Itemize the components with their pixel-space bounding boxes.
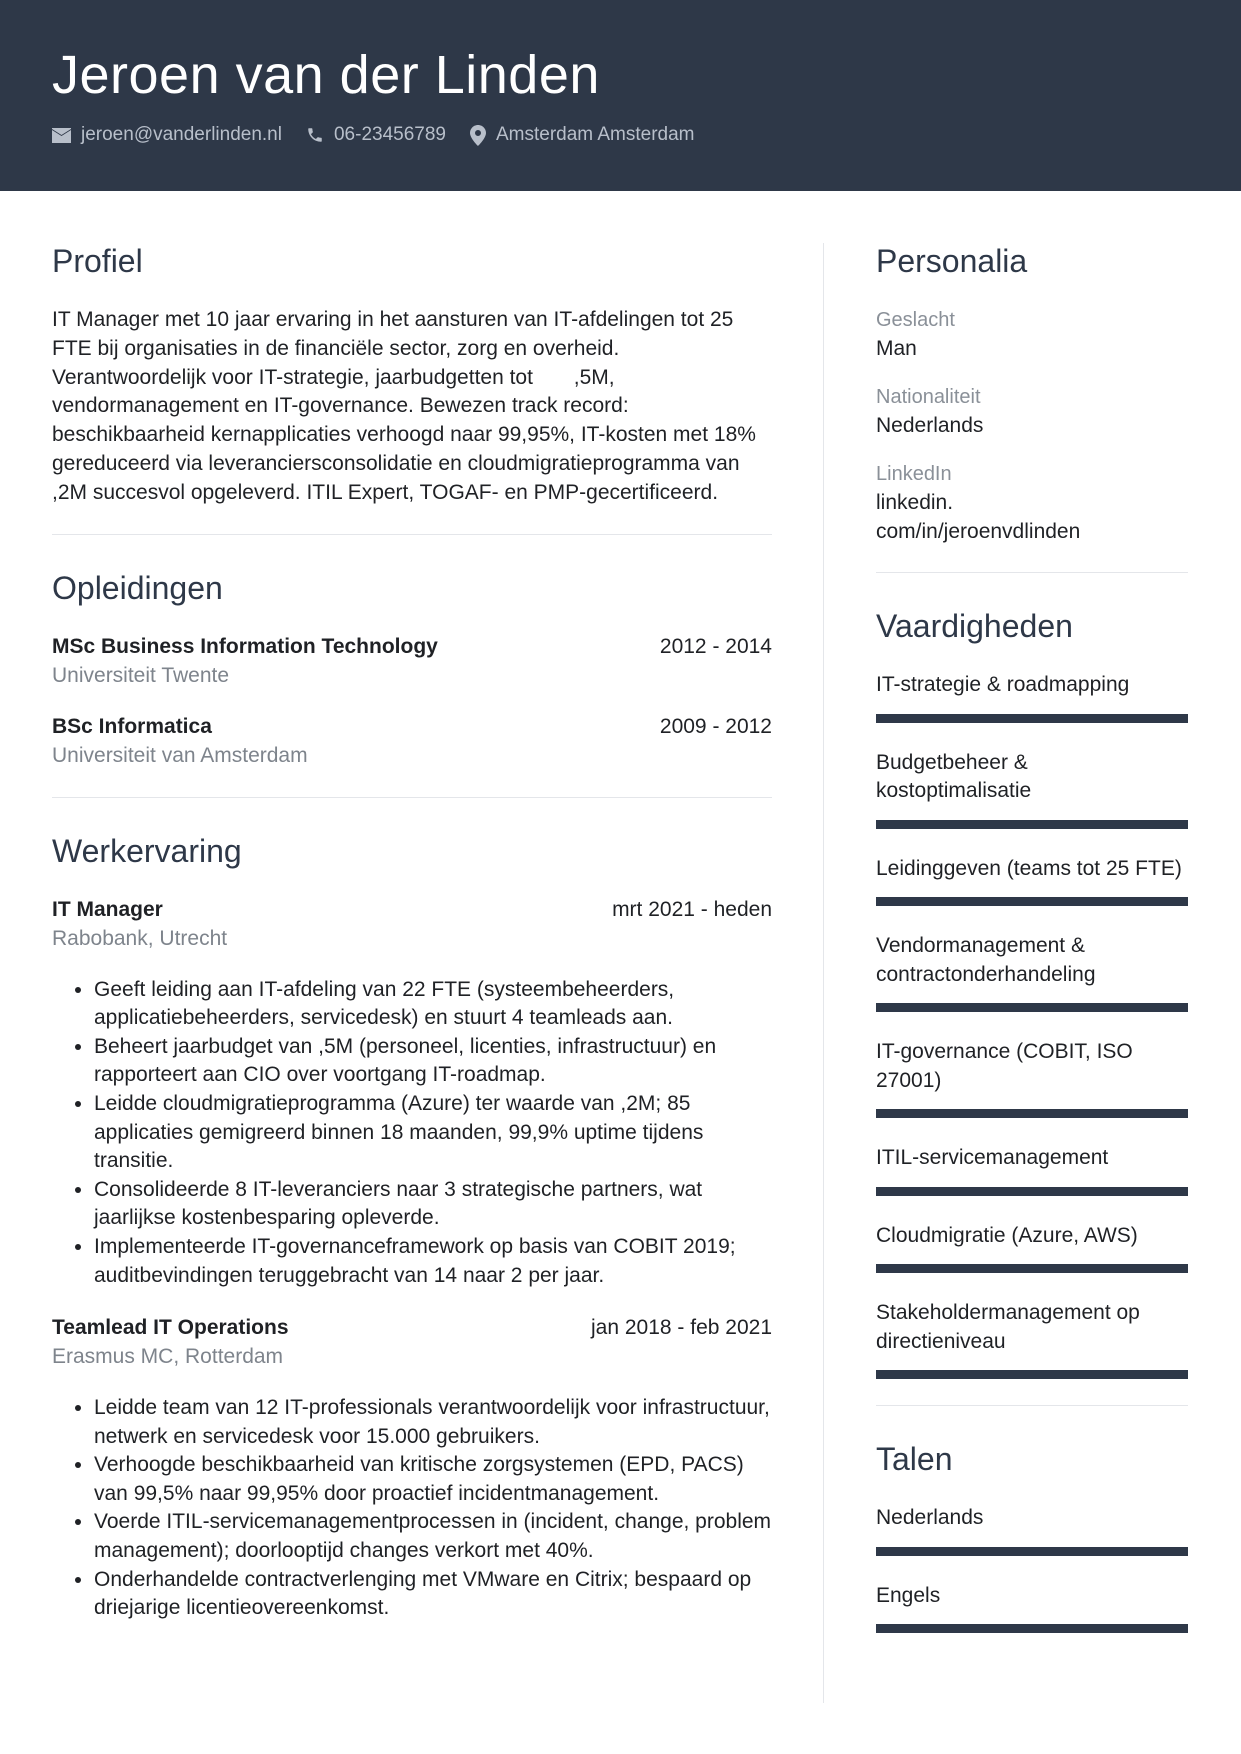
list-item: • Leidde cloudmigratieprogramma (Azure) ter waarde van ,2M; 85 applicaties gemigreerd binnen 18 maanden, 99,9% uptime tijdens transitie. [94,1090,772,1176]
skill-level-fill [876,1187,1188,1196]
education-entry [52,633,772,691]
gender-value: Man [876,337,917,360]
contact-phone [306,124,446,146]
education-period: 2012 - 2014 [659,634,772,658]
skill-level-fill [876,1003,1188,1012]
languages-list [876,1504,1188,1633]
list-item: • Onderhandelde contractverlenging met VMware en Citrix; bespaard op driejarige licentieovereenkomst. [94,1566,772,1623]
job-company: Erasmus MC, Rotterdam [52,1345,284,1369]
list-item: • Beheert jaarbudget van ,5M (personeel, licenties, infrastructuur) en rapporteert aan CIO over voortgang IT-roadmap. [94,1033,772,1090]
contact-email [52,124,282,146]
skill-level-fill [876,897,1188,906]
job-period: jan 2018 - feb 2021 [591,1316,772,1340]
skill-name: IT-governance (COBIT, ISO 27001) [876,1040,1133,1092]
list-item: • Implementeerde IT-governanceframework op basis van COBIT 2019; auditbevindingen teruggebracht van 14 naar 2 per jaar. [94,1233,772,1290]
envelope-icon [52,128,71,143]
map-pin-icon [470,125,486,146]
job-bullets [52,976,778,1291]
skill-level-bar [876,714,1188,723]
degree-name: MSc Business Information Technology [52,634,438,658]
sidebar-column [876,236,1188,1659]
skill-level-bar [876,1187,1188,1196]
skill-level-fill [876,1264,1188,1273]
skill-level-bar [876,1003,1188,1012]
skills-title: Vaardigheden [876,608,1073,644]
skill-level-bar [876,1370,1188,1379]
language-name: Nederlands [876,1506,984,1529]
language-level-bar [876,1624,1188,1633]
language-level-fill [876,1624,1188,1633]
list-item: • Geeft leiding aan IT-afdeling van 22 FTE (systeembeheerders, applicatiebeheerders, servicedesk) en stuurt 4 teamleads aan. [94,976,772,1033]
languages-title: Talen [876,1441,953,1477]
job-bullets [52,1394,772,1623]
school-name: Universiteit Twente [52,663,230,687]
linkedin-label: LinkedIn [876,463,952,485]
education-title: Opleidingen [52,569,223,606]
skill-level-bar [876,1264,1188,1273]
job-period: mrt 2021 - heden [612,897,772,921]
skill-level-bar [876,820,1188,829]
job-company: Rabobank, Utrecht [52,926,228,950]
column-divider [823,243,824,1703]
list-item: • Voerde ITIL-servicemanagementprocessen in (incident, change, problem management); doorlooptijd changes verkort met 40%. [94,1508,772,1565]
linkedin-value [876,488,1188,546]
experience-title: Werkervaring [52,832,242,869]
job-entry [52,896,778,1291]
education-section [52,563,772,771]
list-item: • Consolideerde 8 IT-leveranciers naar 3 strategische partners, wat jaarlijkse kostenbesparing opleverde. [94,1176,772,1233]
skill-item [876,1038,1188,1118]
skill-item [876,1299,1188,1379]
skill-item [876,671,1188,723]
education-period: 2009 - 2012 [659,714,772,738]
skill-level-bar [876,1109,1188,1118]
skill-name: IT-strategie & roadmapping [876,673,1130,696]
job-entry [52,1314,772,1623]
skills-section [876,601,1188,1379]
phone-text: 06-23456789 [333,124,446,145]
skill-item [876,1144,1188,1196]
skill-level-fill [876,1109,1188,1118]
degree-name: BSc Informatica [52,714,212,738]
email-text: jeroen@vanderlinden.nl [81,124,282,145]
skill-name: Budgetbeheer & kostoptimalisatie [876,750,1032,802]
education-entry [52,713,772,771]
skill-level-fill [876,820,1188,829]
skills-list [876,671,1188,1379]
linkedin-line: com/in/jeroenvdlinden [876,520,1081,543]
section-divider [876,572,1188,573]
profile-section [52,236,781,508]
contact-location [470,124,695,146]
language-name: Engels [876,1583,941,1607]
profile-text: IT Manager met 10 jaar ervaring in het aansturen van IT-afdelingen tot 25 FTE bij organisaties in de financiële sector, zorg en overheid. Verantwoordelijk voor IT-strategie, jaarbudgetten tot ,5M, vendormanagement en IT-governance. Bewezen track record: beschikbaarheid kernapplicaties verhoogd naar 99,95%, IT-kosten met 18% gereduceerd via leveranciersconsolidatie en cloudmigratieprogramma van ,2M succesvol opgeleverd. ITIL Expert, TOGAF- en PMP-gecertificeerd. [52,308,781,504]
language-level-fill [876,1547,1188,1556]
linkedin-line: linkedin. [876,491,954,514]
skill-level-bar [876,897,1188,906]
gender-label: Geslacht [876,309,955,331]
skill-name: ITIL-servicemanagement [876,1146,1109,1169]
skill-item [876,749,1188,829]
personal-section [876,236,1188,546]
list-item: • Leidde team van 12 IT-professionals verantwoordelijk voor infrastructuur, netwerk en servicedesk voor 15.000 gebruikers. [94,1394,772,1451]
section-divider [52,797,772,798]
language-item [876,1582,1188,1634]
school-name: Universiteit van Amsterdam [52,743,308,767]
job-role: IT Manager [52,897,163,921]
list-item: • Verhoogde beschikbaarheid van kritische zorgsystemen (EPD, PACS) van 99,5% naar 99,95% door proactief incidentmanagement. [94,1451,772,1508]
skill-name: Stakeholdermanagement op directieniveau [876,1301,1140,1353]
skill-name: Vendormanagement & contractonderhandeling [876,934,1096,986]
personal-title: Personalia [876,243,1028,279]
location-text: Amsterdam Amsterdam [495,124,695,145]
skill-item [876,932,1188,1012]
skill-name: Cloudmigratie (Azure, AWS) [876,1223,1138,1247]
skill-level-fill [876,714,1188,723]
section-divider [876,1405,1188,1406]
language-item [876,1504,1188,1556]
section-divider [52,534,772,535]
job-role: Teamlead IT Operations [52,1316,289,1340]
skill-item [876,1222,1188,1274]
nationality-value: Nederlands [876,414,984,437]
candidate-name: Jeroen van der Linden [52,45,600,105]
experience-section [52,826,778,1623]
skill-item [876,855,1188,907]
language-level-bar [876,1547,1188,1556]
profile-title: Profiel [52,243,143,279]
skill-level-fill [876,1370,1188,1379]
main-column [52,236,781,1647]
languages-section [876,1434,1188,1633]
phone-icon [306,126,324,144]
skill-name: Leidinggeven (teams tot 25 FTE) [876,856,1182,880]
resume-header [0,0,1241,191]
nationality-label: Nationaliteit [876,386,981,408]
contact-row [52,120,718,150]
